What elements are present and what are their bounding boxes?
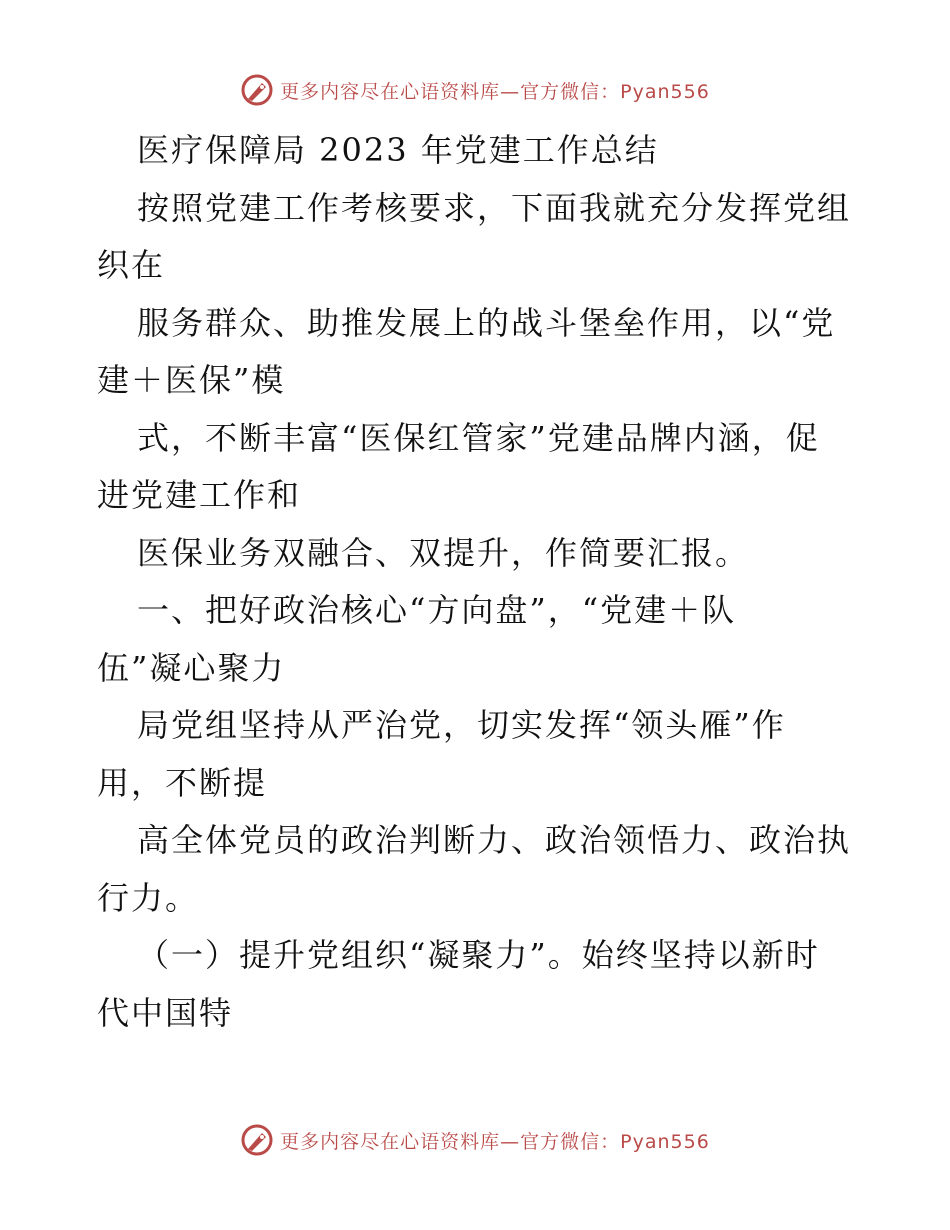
- text-line: 行力。: [97, 878, 200, 917]
- text-line: 建＋医保”模: [97, 361, 286, 399]
- text-line: 进党建工作和: [97, 476, 302, 514]
- text-line: 服务群众、助推发展上的战斗堡垒作用，以“党: [137, 303, 836, 342]
- text-line: 代中国特: [97, 993, 234, 1032]
- pen-nib-logo-icon: [240, 1123, 274, 1157]
- text-line: 一、把好政治核心“方向盘”，“党建＋队: [137, 591, 737, 629]
- text-line: 医保业务双融合、双提升，作简要汇报。: [137, 533, 750, 572]
- text-line: （一）提升党组织“凝聚力”。始终坚持以新时: [137, 936, 820, 974]
- text-line: 式，不断丰富“医保红管家”党建品牌内涵，促: [137, 418, 820, 457]
- text-line: 用，不断提: [97, 763, 268, 802]
- document-title: 医疗保障局 2023 年党建工作总结: [137, 131, 659, 169]
- text-line: 局党组坚持从严治党，切实发挥“领头雁”作: [137, 706, 786, 744]
- header-watermark-text: 更多内容尽在心语资料库—官方微信：Pyan556: [280, 80, 710, 103]
- footer-watermark: [0, 1120, 950, 1160]
- header-watermark: [0, 70, 950, 110]
- text-line: 高全体党员的政治判断力、政治领悟力、政治执: [137, 821, 852, 859]
- text-line: 织在: [97, 246, 166, 284]
- pen-nib-logo-icon: [240, 73, 274, 107]
- text-line: 按照党建工作考核要求，下面我就充分发挥党组: [137, 188, 852, 227]
- text-line: 伍”凝心聚力: [97, 648, 286, 687]
- footer-watermark-text: 更多内容尽在心语资料库—官方微信：Pyan556: [280, 1130, 710, 1153]
- document-body: [97, 122, 857, 1042]
